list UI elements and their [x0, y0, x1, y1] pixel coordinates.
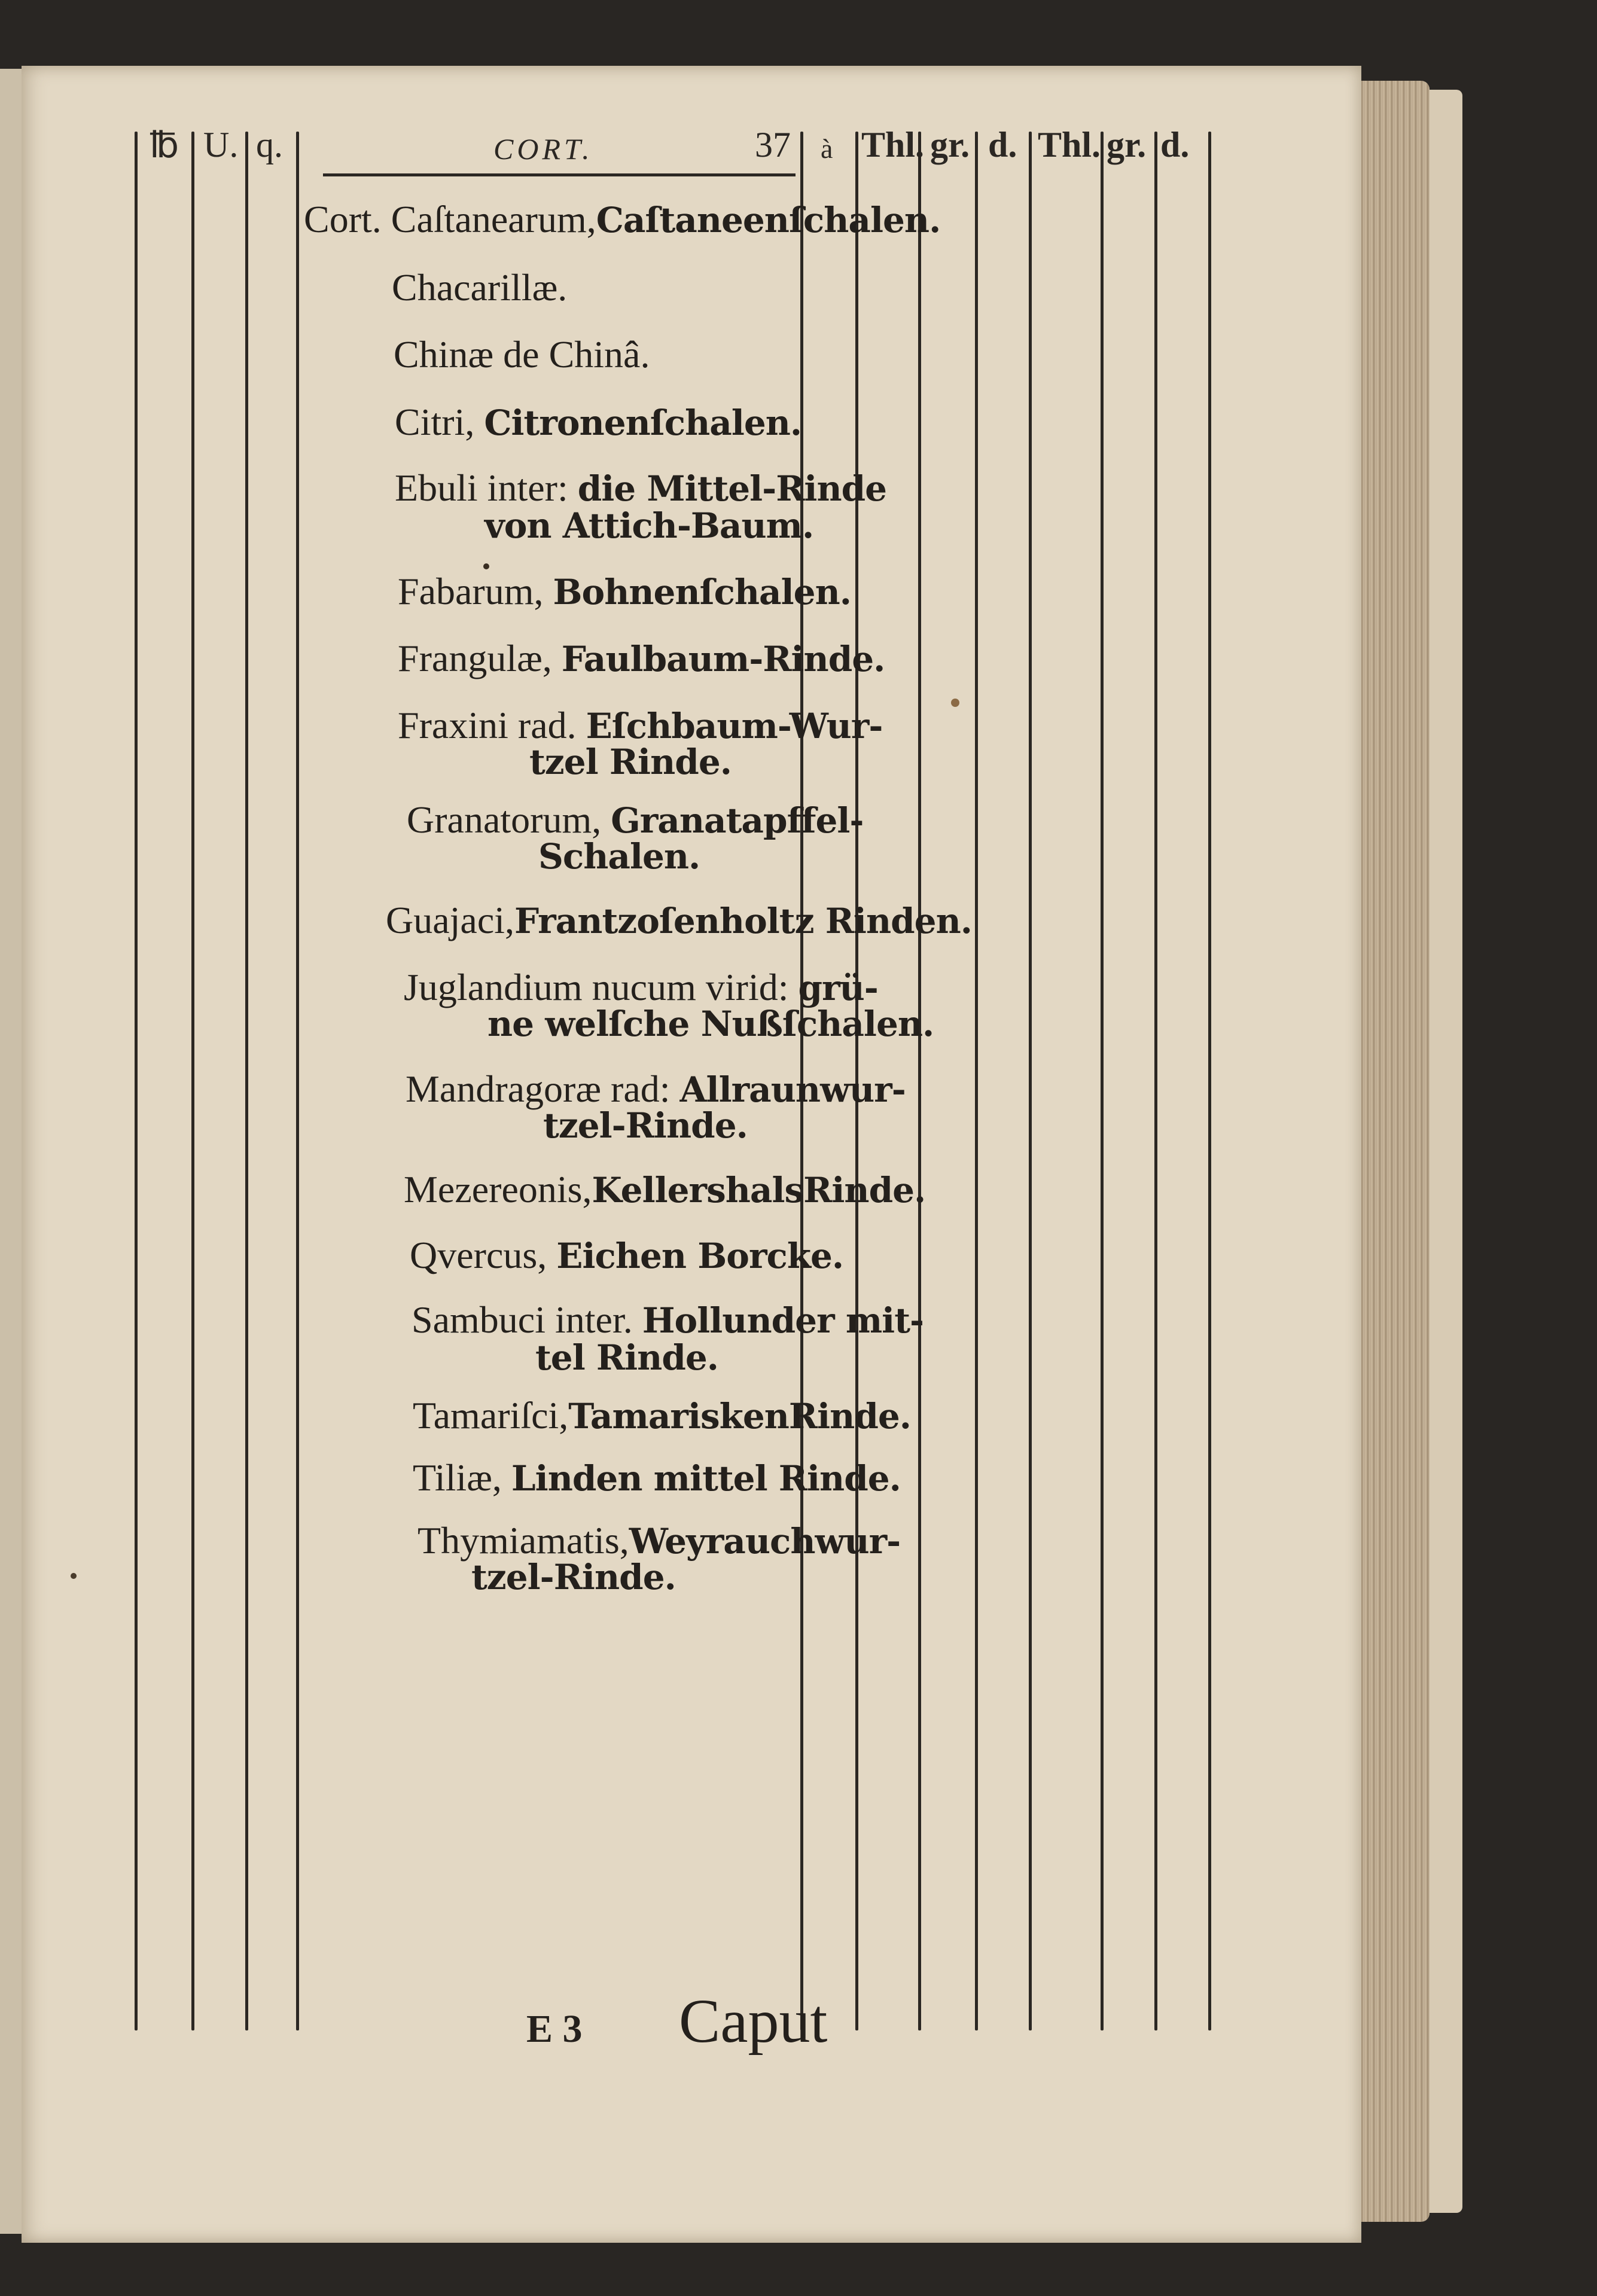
entry-juglandium-cont: ne welſche Nußſchalen.: [487, 1004, 934, 1044]
entry-german: Linden mittel Rinde.: [511, 1458, 901, 1499]
page-block-outer: [1430, 90, 1462, 2213]
entry-latin: Guajaci,: [386, 899, 514, 941]
page-title: CORT.: [493, 132, 593, 166]
header-thaler-1: Thl.: [861, 125, 925, 164]
header-quentchen: q.: [256, 125, 283, 164]
entry-german: grü-: [798, 968, 878, 1008]
header-denar-2: d.: [1160, 125, 1190, 164]
entry-citri: [395, 401, 802, 443]
entry-latin: Tamariſci,: [413, 1394, 569, 1437]
header-denar-1: d.: [988, 125, 1017, 164]
signature-mark: E 3: [526, 2007, 583, 2051]
entry-latin: Ebuli inter:: [395, 466, 568, 509]
entry-german: Allraunwur-: [679, 1069, 906, 1110]
rule-7: [918, 132, 921, 2030]
entry-german: Granatapffel-: [611, 800, 864, 841]
entry-latin: Mandragoræ rad:: [406, 1068, 671, 1110]
entry-german: Caſtaneenſchalen.: [596, 200, 941, 240]
entry-guajaci: [386, 899, 972, 941]
header-rule: [323, 173, 796, 176]
entry-german: Weyrauchwur-: [629, 1521, 901, 1562]
rule-12: [1208, 132, 1211, 2030]
entry-latin: Fraxini rad.: [398, 704, 577, 746]
entry-fraxini-cont: tzel Rinde.: [529, 742, 732, 782]
entry-german: Faulbaum-Rinde.: [561, 639, 885, 679]
facing-page-edge: [0, 69, 22, 2234]
header-pound: ℔: [150, 126, 179, 165]
paper-speck: [951, 699, 959, 707]
entry-german: Bohnenſchalen.: [553, 572, 851, 612]
entry-latin: Cort. Caſtanearum,: [304, 198, 596, 240]
entry-latin: Granatorum,: [407, 798, 602, 841]
entry-mandragorae: [406, 1068, 906, 1110]
rule-8: [975, 132, 978, 2030]
entry-german: Hollunder mit-: [642, 1300, 924, 1341]
entry-german: Eſchbaum-Wur-: [586, 706, 883, 746]
entry-german: Frantzoſenholtz Rinden.: [514, 901, 972, 941]
entry-german: die Mittel-Rinde: [577, 468, 887, 509]
entry-sambuci-cont: tel Rinde.: [535, 1337, 718, 1378]
header-a: à: [821, 133, 833, 164]
rule-4: [296, 132, 299, 2030]
rule-10: [1101, 132, 1104, 2030]
entry-fabarum: [398, 570, 851, 612]
entry-frangulae: [398, 637, 885, 679]
entry-latin: Citri,: [395, 401, 475, 443]
entry-german: TamariskenRinde.: [568, 1396, 911, 1437]
entry-mezereonis: [404, 1168, 926, 1210]
header-unze: U.: [203, 125, 239, 164]
entry-latin: Chacarillæ.: [392, 266, 568, 309]
header-thaler-2: Thl.: [1038, 125, 1101, 164]
entry-latin: Frangulæ,: [398, 637, 552, 679]
entry-castanearum: [304, 198, 941, 240]
entry-latin: Sambuci inter.: [412, 1298, 633, 1341]
entry-qvercus: [410, 1234, 844, 1276]
entry-fraxini: [398, 704, 883, 746]
entry-tamarisci: [413, 1394, 911, 1437]
book-page: [22, 66, 1361, 2243]
entry-german: KellershalsRinde.: [592, 1170, 926, 1210]
rule-3: [245, 132, 248, 2030]
paper-speck: [71, 1573, 77, 1579]
entry-ebuli-cont: von Attich-Baum.: [484, 505, 814, 546]
catchword: Caput: [679, 1987, 828, 2056]
entry-latin: Thymiamatis,: [417, 1519, 629, 1562]
entry-chacarillae: [392, 266, 568, 309]
rule-11: [1154, 132, 1157, 2030]
rule-9: [1029, 132, 1032, 2030]
page-number: 37: [755, 125, 791, 164]
entry-latin: Tiliæ,: [413, 1456, 502, 1499]
entry-mandragorae-cont: tzel-Rinde.: [543, 1105, 748, 1146]
entry-sambuci: [412, 1298, 924, 1341]
entry-latin: Qvercus,: [410, 1234, 547, 1276]
rule-2: [191, 132, 194, 2030]
entry-latin: Chinæ de Chinâ.: [394, 333, 650, 376]
entry-thymiamatis: [417, 1519, 901, 1562]
entry-chinae: [394, 333, 650, 376]
entry-german: Citronenſchalen.: [484, 403, 802, 443]
entry-latin: Juglandium nucum virid:: [404, 966, 789, 1008]
header-groschen-1: gr.: [930, 125, 970, 164]
rule-1: [135, 132, 138, 2030]
entry-thymiamatis-cont: tzel-Rinde.: [471, 1557, 676, 1597]
entry-german: Eichen Borcke.: [556, 1236, 844, 1276]
paper-speck: [483, 563, 489, 569]
entry-juglandium: [404, 966, 878, 1008]
entry-tiliae: [413, 1456, 901, 1499]
header-groschen-2: gr.: [1107, 125, 1147, 164]
entry-granatorum: [407, 798, 864, 841]
entry-ebuli: [395, 466, 887, 509]
entry-latin: Mezereonis,: [404, 1168, 592, 1210]
entry-latin: Fabarum,: [398, 570, 544, 612]
entry-granatorum-cont: Schalen.: [538, 836, 700, 877]
